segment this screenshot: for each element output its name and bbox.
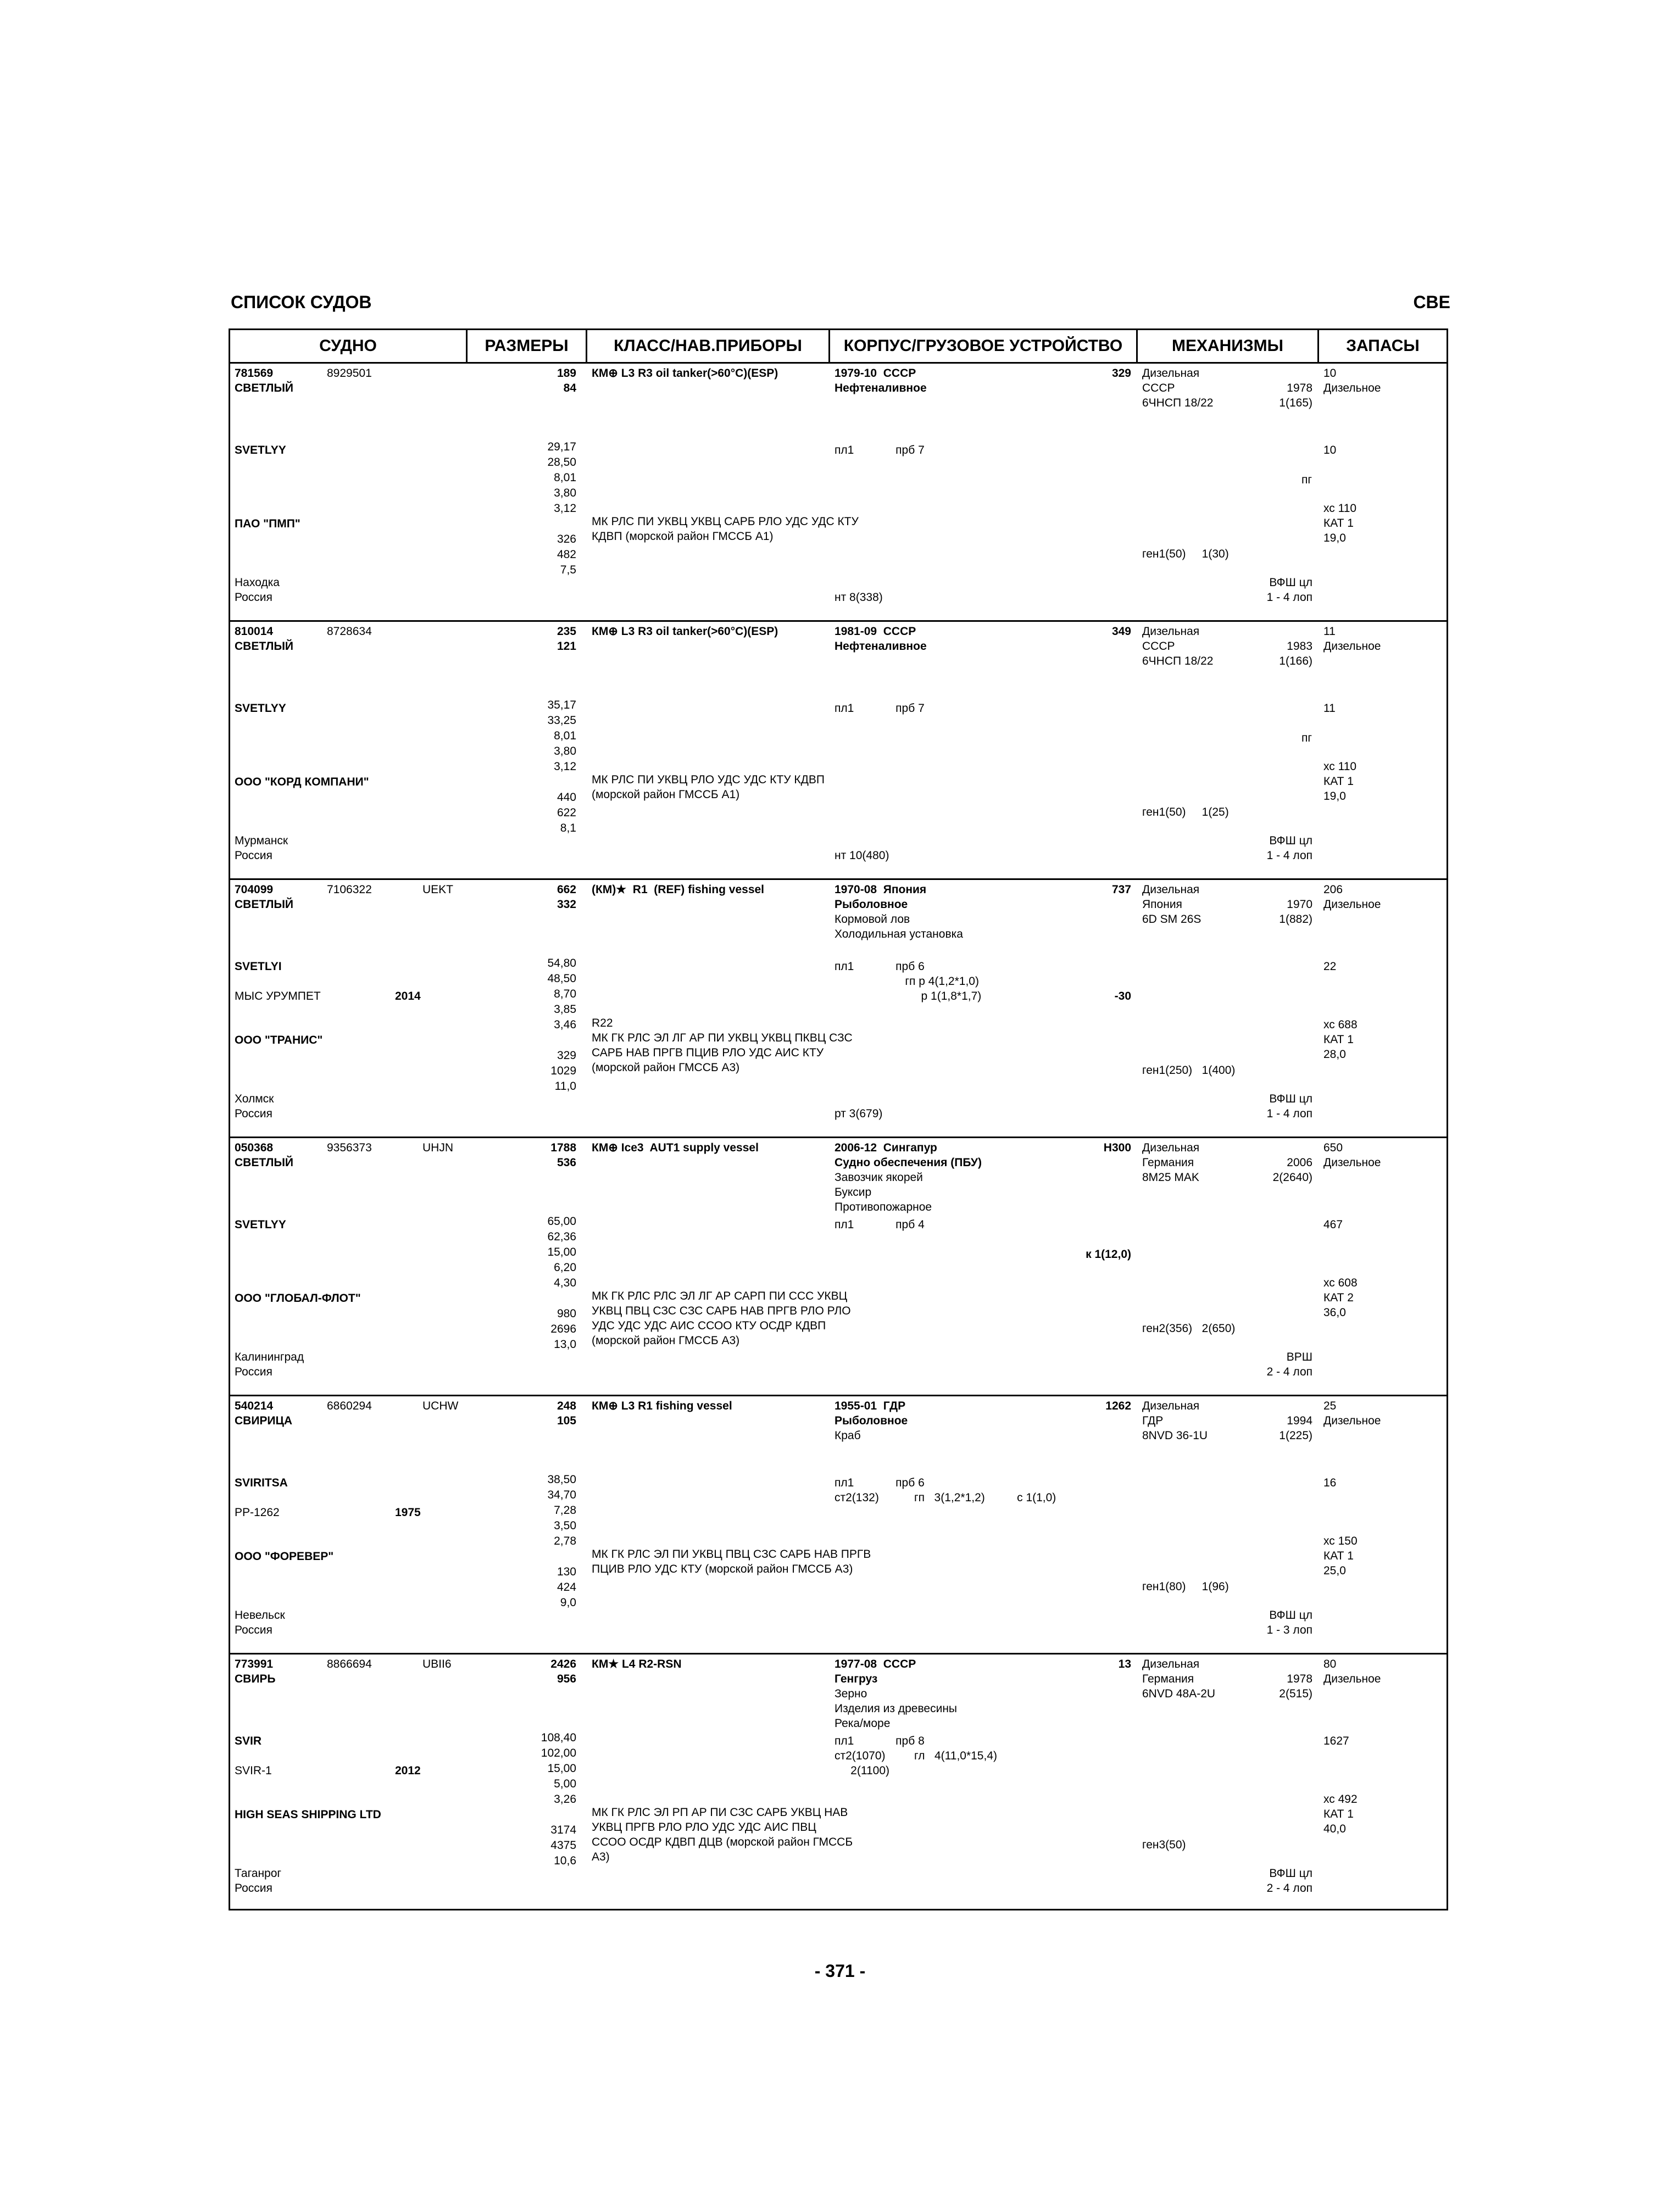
class-notation: КМ★ L4 R2-RSN (592, 1658, 682, 1670)
nav-equipment: МК РЛС ПИ УКВЦ УКВЦ САРБ РЛО УДС УДС КТУ КДВП (морской район ГМССБ А1) (592, 515, 859, 543)
home-port: Находка (235, 576, 280, 589)
dim-value: 2,78 (554, 1535, 576, 1547)
call-sign: UHJN (422, 1141, 453, 1154)
propeller: ВФШ цл 1 - 4 лоп (1266, 834, 1312, 862)
dim-value: 8,1 (560, 822, 576, 834)
nav-equipment: МК ГК РЛС ЭЛ ПИ УКВЦ ПВЦ СЗС САРБ НАВ ПРГВ ПЦИВ РЛО УДС КТУ (морской район ГМССБ А3) (592, 1548, 871, 1575)
cargo-gear: пл1 прб 7 (835, 702, 925, 715)
stock-2: 10 (1323, 444, 1337, 456)
dim-value: 2696 (550, 1323, 576, 1335)
hull-extra: Завозчик якорей Буксир Противопожарное (835, 1171, 932, 1213)
generators: ген1(50) 1(25) (1142, 806, 1229, 818)
cargo-gear: пл1 прб 7 (835, 444, 925, 456)
dim-value: 29,17 (547, 441, 576, 453)
dim-value: 622 (557, 806, 576, 819)
dim-main: 189 (557, 367, 576, 380)
built: 1981-09 СССР (835, 625, 916, 638)
vessel-type: Рыболовное (835, 898, 908, 911)
stock-2: 16 (1323, 1477, 1337, 1489)
fuel-type: 25 Дизельное (1323, 1400, 1381, 1427)
stock-4: хс 608 КАТ 2 36,0 (1323, 1277, 1358, 1319)
call-sign: UCHW (422, 1400, 459, 1412)
fuel-type: 10 Дизельное (1323, 367, 1381, 394)
cargo-gear-3: к 1(12,0) (1086, 1248, 1131, 1261)
dim-value: 10,6 (554, 1854, 576, 1867)
reg-number: 540214 (235, 1400, 274, 1412)
engine-year: 1983 1(166) (1279, 640, 1312, 667)
engine-type: Дизельная СССР 6ЧНСП 18/22 (1142, 367, 1214, 409)
country: Россия (235, 591, 272, 604)
ship-name-latin: SVETLYY (235, 702, 286, 715)
ship-name: СВЕТЛЫЙ (235, 1156, 294, 1169)
dim-value: 108,40 (541, 1731, 576, 1744)
vessel-type: Нефтеналивное (835, 382, 927, 394)
ship-name-latin: SVETLYY (235, 1218, 286, 1231)
dim-value: 329 (557, 1049, 576, 1062)
dim-value: 130 (557, 1566, 576, 1578)
dim-value: 28,50 (547, 456, 576, 469)
dim-value: 11,0 (554, 1080, 576, 1093)
stock-2: 1627 (1323, 1735, 1349, 1747)
dim-value: 6,20 (554, 1261, 576, 1274)
hull-number: 1262 (1105, 1400, 1131, 1412)
imo-number: 8728634 (327, 625, 372, 638)
nav-equipment: МК ГК РЛС РЛС ЭЛ ЛГ АР САРП ПИ ССС УКВЦ УКВЦ ПВЦ СЗС СЗС САРБ НАВ ПРГВ РЛО РЛО УДС УДС УДС АИС ССОО КТУ ОСДР КДВП (морской район ГМССБ А3) (592, 1290, 851, 1347)
dim-value: 3,46 (554, 1018, 576, 1031)
dim-main: 2426 (550, 1658, 576, 1670)
cargo-gear: пл1 прб 4 (835, 1218, 925, 1231)
nav-equipment: МК ГК РЛС ЭЛ ЛГ АР ПИ УКВЦ УКВЦ ПКВЦ СЗС САРБ НАВ ПРГВ ПЦИВ РЛО УДС АИС КТУ (морской район ГМССБ А3) (592, 1032, 853, 1074)
vessel-type: Нефтеналивное (835, 640, 927, 653)
propeller: ВФШ цл 2 - 4 лоп (1266, 1867, 1312, 1895)
dim-value: 3,12 (554, 760, 576, 773)
cargo-gear-2: ст2(132) гп 3(1,2*1,2) с 1(1,0) (835, 1491, 1056, 1504)
dim-value: 38,50 (547, 1473, 576, 1486)
ship-name: СВЕТЛЫЙ (235, 640, 294, 653)
engine-year: 1970 1(882) (1279, 898, 1312, 926)
column-header-hull: КОРПУС/ГРУЗОВОЕ УСТРОЙСТВО (830, 330, 1138, 362)
dim-value: 3,80 (554, 745, 576, 757)
home-port: Мурманск (235, 834, 288, 847)
hull-bottom: нт 10(480) (835, 849, 889, 862)
propeller: ВФШ цл 1 - 4 лоп (1266, 576, 1312, 604)
stock-4: хс 110 КАТ 1 19,0 (1323, 502, 1357, 544)
call-sign: UBII6 (422, 1658, 452, 1670)
class-notation: КМ⊕ L3 R1 fishing vessel (592, 1400, 732, 1412)
generators: ген1(80) 1(96) (1142, 1580, 1229, 1593)
imo-number: 9356373 (327, 1141, 372, 1154)
vessel-type: Генгруз (835, 1673, 878, 1685)
generators: ген3(50) (1142, 1839, 1186, 1851)
dim-value: 3,80 (554, 487, 576, 499)
ship-name-latin: SVIRITSA (235, 1477, 288, 1489)
class-notation: (КМ)★ R1 (REF) fishing vessel (592, 883, 765, 896)
generators: ген1(250) 1(400) (1142, 1064, 1236, 1077)
call-sign: UEKT (422, 883, 454, 896)
stock-4: хс 110 КАТ 1 19,0 (1323, 760, 1357, 803)
dim-main: 662 (557, 883, 576, 896)
hull-extra: Краб (835, 1429, 861, 1442)
dim-value: 7,5 (560, 564, 576, 576)
stock-2: 22 (1323, 960, 1337, 973)
column-header-ship: СУДНО (230, 330, 468, 362)
home-port: Таганрог (235, 1867, 282, 1880)
former-name: PP-1262 (235, 1506, 280, 1519)
dim-value: 62,36 (547, 1230, 576, 1243)
dim-value: 482 (557, 548, 576, 561)
ship-name: СВЕТЛЫЙ (235, 898, 294, 911)
dim-value: 424 (557, 1581, 576, 1594)
engine-year: 1978 1(165) (1279, 382, 1312, 409)
dim-value: 35,17 (547, 699, 576, 711)
owner: ООО "ФОРЕВЕР" (235, 1550, 334, 1563)
engine-year: 2006 2(2640) (1272, 1156, 1312, 1184)
reg-number: 704099 (235, 883, 274, 896)
built: 1979-10 СССР (835, 367, 916, 380)
country: Россия (235, 849, 272, 862)
cargo-gear-2: ст2(1070) гл 4(11,0*15,4) 2(1100) (835, 1750, 997, 1777)
dim-main: 332 (557, 898, 576, 911)
propeller: ВФШ цл 1 - 3 лоп (1266, 1609, 1312, 1636)
dim-value: 13,0 (554, 1338, 576, 1351)
built: 1970-08 Япония (835, 883, 927, 896)
dim-value: 8,70 (554, 988, 576, 1000)
dim-value: 102,00 (541, 1747, 576, 1759)
owner: ООО "КОРД КОМПАНИ" (235, 776, 369, 788)
hull-number: 13 (1118, 1658, 1131, 1670)
engine-year: 1994 1(225) (1279, 1414, 1312, 1442)
class-notation: КМ⊕ L3 R3 oil tanker(>60°C)(ESP) (592, 367, 778, 380)
owner: ООО "ТРАНИС" (235, 1034, 323, 1046)
dim-main: 248 (557, 1400, 576, 1412)
hull-number: 349 (1111, 625, 1131, 638)
dim-value: 15,00 (547, 1246, 576, 1258)
former-year: 2014 (395, 990, 421, 1002)
stock-4: хс 150 КАТ 1 25,0 (1323, 1535, 1358, 1577)
dim-main: 84 (563, 382, 576, 394)
page-title: СПИСОК СУДОВ (231, 292, 372, 312)
dim-main: 105 (557, 1414, 576, 1427)
country: Россия (235, 1107, 272, 1120)
cargo-gear: пл1 прб 8 (835, 1735, 925, 1747)
dim-value: 3174 (550, 1824, 576, 1836)
former-name: МЫС УРУМПЕТ (235, 990, 321, 1002)
dim-main: 956 (557, 1673, 576, 1685)
home-port: Невельск (235, 1609, 285, 1622)
column-header-stocks: ЗАПАСЫ (1346, 337, 1420, 355)
ships-table (229, 328, 1448, 1910)
column-header-dimensions: РАЗМЕРЫ (468, 330, 587, 362)
dim-value: 980 (557, 1307, 576, 1320)
imo-number: 7106322 (327, 883, 372, 896)
hull-bottom: нт 8(338) (835, 591, 883, 604)
stock-3: пг (1301, 473, 1312, 486)
built: 1955-01 ГДР (835, 1400, 906, 1412)
country: Россия (235, 1882, 272, 1895)
class-notation: КМ⊕ L3 R3 oil tanker(>60°C)(ESP) (592, 625, 778, 638)
vessel-type: Рыболовное (835, 1414, 908, 1427)
imo-number: 8866694 (327, 1658, 372, 1670)
reg-number: 810014 (235, 625, 274, 638)
fuel-type: 650 Дизельное (1323, 1141, 1381, 1169)
ship-name: СВИРЬ (235, 1673, 276, 1685)
column-header-class: КЛАСС/НАВ.ПРИБОРЫ (587, 330, 830, 362)
section-code: СВЕ (1413, 292, 1450, 312)
former-name: SVIR-1 (235, 1764, 272, 1777)
ship-entry (230, 622, 1447, 880)
dim-value: 65,00 (547, 1215, 576, 1228)
dim-value: 3,12 (554, 502, 576, 515)
dim-value: 34,70 (547, 1489, 576, 1501)
built: 2006-12 Сингапур (835, 1141, 937, 1154)
ship-name: СВЕТЛЫЙ (235, 382, 294, 394)
dim-value: 7,28 (554, 1504, 576, 1517)
engine-year: 1978 2(515) (1279, 1673, 1312, 1700)
hull-number: 737 (1111, 883, 1131, 896)
owner: ООО "ГЛОБАЛ-ФЛОТ" (235, 1292, 361, 1305)
built: 1977-08 СССР (835, 1658, 916, 1670)
dim-main: 536 (557, 1156, 576, 1169)
cargo-gear-3: -30 (1114, 990, 1131, 1002)
engine-type: Дизельная Япония 6D SM 26S (1142, 883, 1201, 926)
cargo-gear: пл1 прб 6 (835, 960, 925, 973)
page-number: - 371 - (814, 1961, 866, 1981)
dim-value: 33,25 (547, 714, 576, 727)
dim-value: 326 (557, 533, 576, 545)
ship-name-latin: SVETLYI (235, 960, 282, 973)
stock-2: 467 (1323, 1218, 1343, 1231)
hull-number: 329 (1111, 367, 1131, 380)
reg-number: 773991 (235, 1658, 274, 1670)
reg-number: 050368 (235, 1141, 274, 1154)
stock-4: хс 492 КАТ 1 40,0 (1323, 1793, 1358, 1835)
country: Россия (235, 1624, 272, 1636)
ship-entry (230, 364, 1447, 622)
engine-type: Дизельная Германия 8M25 MAK (1142, 1141, 1200, 1184)
country: Россия (235, 1366, 272, 1378)
owner: HIGH SEAS SHIPPING LTD (235, 1808, 381, 1821)
ship-entry (230, 880, 1447, 1138)
dim-value: 9,0 (560, 1596, 576, 1609)
reg-number: 781569 (235, 367, 274, 380)
stock-2: 11 (1323, 702, 1336, 715)
ship-entry (230, 1654, 1447, 1913)
propeller: ВФШ цл 1 - 4 лоп (1266, 1093, 1312, 1120)
dim-value: 8,01 (554, 729, 576, 742)
dim-value: 3,85 (554, 1003, 576, 1016)
hull-number: H300 (1103, 1141, 1131, 1154)
engine-type: Дизельная СССР 6ЧНСП 18/22 (1142, 625, 1214, 667)
ship-name: СВИРИЦА (235, 1414, 293, 1427)
cargo-gear-2: гп р 4(1,2*1,0) р 1(1,8*1,7) (905, 975, 982, 1002)
owner: ПАО "ПМП" (235, 517, 301, 530)
home-port: Калининград (235, 1351, 304, 1363)
propeller: ВРШ 2 - 4 лоп (1266, 1351, 1312, 1378)
dim-value: 54,80 (547, 957, 576, 970)
cargo-gear: пл1 прб 6 (835, 1477, 925, 1489)
dim-value: 4375 (550, 1839, 576, 1852)
dim-value: 3,26 (554, 1793, 576, 1806)
class-notation: КМ⊕ Ice3 AUT1 supply vessel (592, 1141, 759, 1154)
engine-type: Дизельная ГДР 8NVD 36-1U (1142, 1400, 1208, 1442)
fuel-type: 80 Дизельное (1323, 1658, 1381, 1685)
stock-3: пг (1301, 732, 1312, 744)
dim-main: 235 (557, 625, 576, 638)
column-header-engines: МЕХАНИЗМЫ (1138, 330, 1319, 362)
dim-value: 8,01 (554, 471, 576, 484)
imo-number: 6860294 (327, 1400, 372, 1412)
ship-name-latin: SVIR (235, 1735, 262, 1747)
nav-equipment: МК ГК РЛС ЭЛ РП АР ПИ СЗС САРБ УКВЦ НАВ УКВЦ ПРГВ РЛО РЛО УДС УДС АИС ПВЦ ССОО ОСДР КДВП ДЦВ (морской район ГМССБ А3) (592, 1806, 853, 1863)
home-port: Холмск (235, 1093, 274, 1105)
dim-main: 121 (557, 640, 576, 653)
fuel-type: 206 Дизельное (1323, 883, 1381, 911)
dim-value: 3,50 (554, 1519, 576, 1532)
ship-entry (230, 1138, 1447, 1396)
stock-4: хс 688 КАТ 1 28,0 (1323, 1018, 1358, 1061)
dim-value: 5,00 (554, 1778, 576, 1790)
ship-name-latin: SVETLYY (235, 444, 286, 456)
hull-extra: Зерно Изделия из древесины Река/море (835, 1687, 958, 1730)
dim-value: 15,00 (547, 1762, 576, 1775)
generators: ген2(356) 2(650) (1142, 1322, 1236, 1335)
hull-bottom: рт 3(679) (835, 1107, 883, 1120)
hull-extra: Кормовой лов Холодильная установка (835, 913, 963, 940)
dim-value: 4,30 (554, 1277, 576, 1289)
dim-value: 440 (557, 791, 576, 804)
dim-value: 48,50 (547, 972, 576, 985)
former-year: 2012 (395, 1764, 421, 1777)
ship-entry (230, 1396, 1447, 1654)
class-extra: R22 (592, 1017, 613, 1029)
vessel-type: Судно обеспечения (ПБУ) (835, 1156, 982, 1169)
former-year: 1975 (395, 1506, 421, 1519)
dim-main: 1788 (550, 1141, 576, 1154)
fuel-type: 11 Дизельное (1323, 625, 1381, 653)
nav-equipment: МК РЛС ПИ УКВЦ РЛО УДС УДС КТУ КДВП (морской район ГМССБ А1) (592, 773, 825, 801)
engine-type: Дизельная Германия 6NVD 48A-2U (1142, 1658, 1216, 1700)
generators: ген1(50) 1(30) (1142, 548, 1229, 560)
dim-value: 1029 (550, 1065, 576, 1077)
imo-number: 8929501 (327, 367, 372, 380)
